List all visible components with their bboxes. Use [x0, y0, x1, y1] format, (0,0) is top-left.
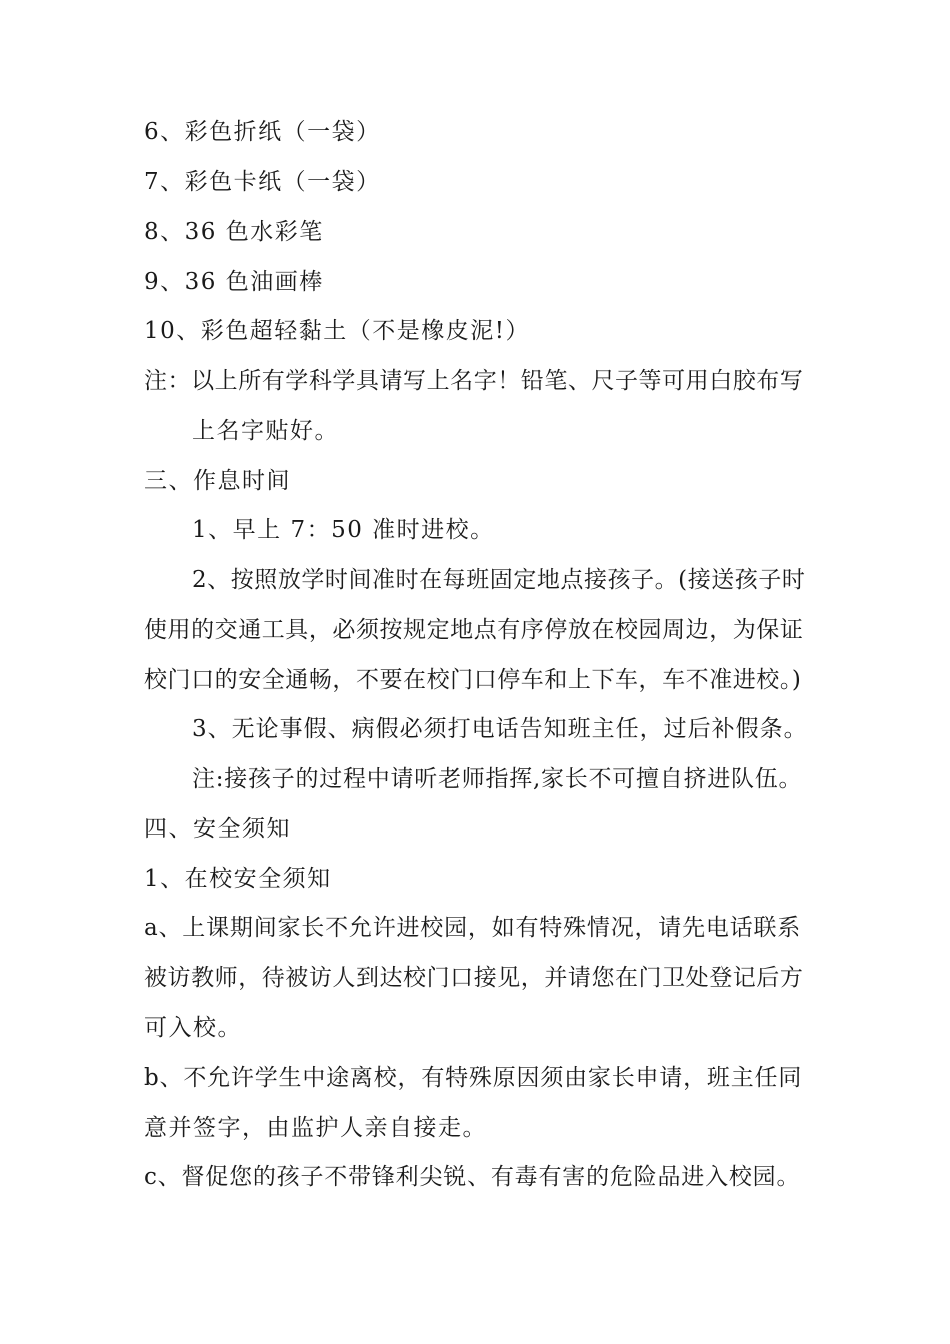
schedule-item-1: 1、早上 7：50 准时进校。 — [192, 517, 495, 543]
safety-item-c: c、督促您的孩子不带锋利尖锐、有毒有害的危险品进入校园。 — [144, 1164, 801, 1190]
schedule-item-2-line-2: 使用的交通工具，必须按规定地点有序停放在校园周边，为保证 — [144, 617, 804, 643]
supply-item-6: 6、彩色折纸（一袋） — [144, 119, 381, 145]
safety-item-b-line-2: 意并签字，由监护人亲自接走。 — [144, 1115, 487, 1141]
safety-item-b: b、不允许学生中途离校，有特殊原因须由家长申请，班主任同 — [144, 1065, 803, 1091]
supplies-note: 注：以上所有学科学具请写上名字！铅笔、尺子等可用白胶布写 — [144, 368, 804, 394]
supply-item-10: 10、彩色超轻黏土（不是橡皮泥!） — [144, 318, 531, 344]
schedule-item-3: 3、无论事假、病假必须打电话告知班主任，过后补假条。 — [192, 716, 808, 742]
section-heading-safety: 四、安全须知 — [144, 816, 291, 842]
supplies-note-continued: 上名字贴好。 — [192, 418, 339, 444]
safety-subheading-1: 1、在校安全须知 — [144, 866, 332, 892]
schedule-item-2-line-3: 校门口的安全通畅，不要在校门口停车和上下车，车不准进校。) — [144, 667, 802, 693]
supply-item-9: 9、36 色油画棒 — [144, 269, 324, 295]
supply-item-7: 7、彩色卡纸（一袋） — [144, 169, 381, 195]
safety-item-a-line-2: 被访教师，待被访人到达校门口接见，并请您在门卫处登记后方 — [144, 965, 804, 991]
section-heading-schedule: 三、作息时间 — [144, 468, 291, 494]
supply-item-8: 8、36 色水彩笔 — [144, 219, 324, 245]
safety-item-a: a、上课期间家长不允许进校园，如有特殊情况，请先电话联系 — [144, 915, 802, 941]
schedule-item-2: 2、按照放学时间准时在每班固定地点接孩子。(接送孩子时 — [192, 567, 806, 593]
safety-item-a-line-3: 可入校。 — [144, 1015, 242, 1041]
schedule-note: 注:接孩子的过程中请听老师指挥,家长不可擅自挤进队伍。 — [192, 766, 803, 792]
